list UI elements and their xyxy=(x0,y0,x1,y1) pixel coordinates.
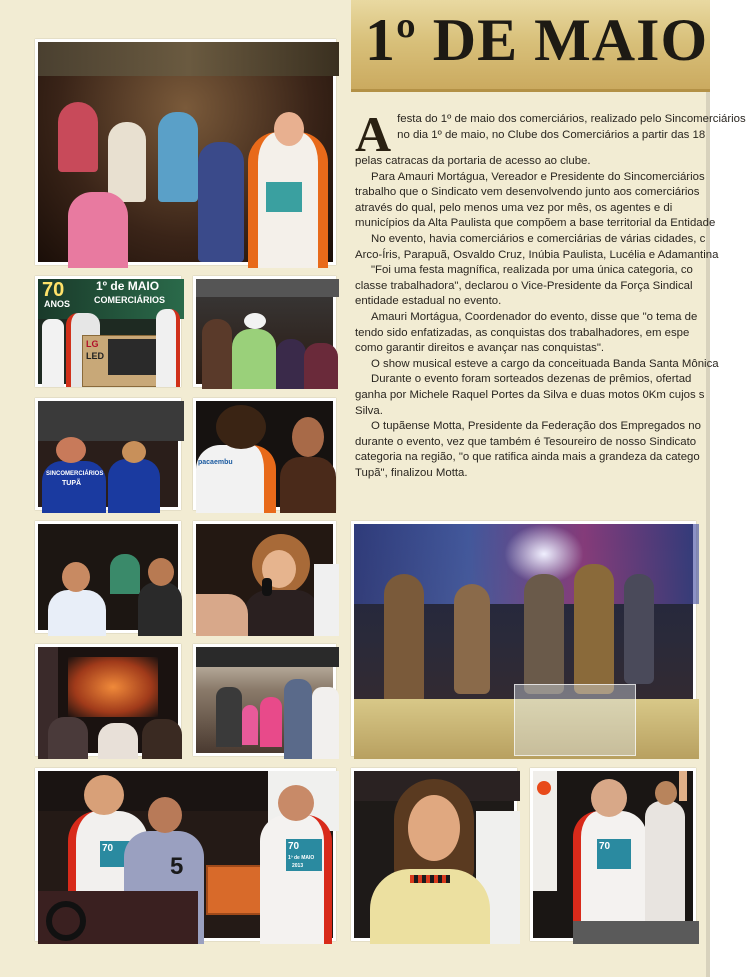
shirt-brand-text: pacaembu xyxy=(198,459,233,466)
text-line: O show musical esteve a cargo da conceituada Banda Santa Mônica xyxy=(371,357,719,370)
text-line: festa do 1º de maio dos comerciários, realizado pelo Sincomerciários xyxy=(397,113,746,125)
text-line: categoria na região, "o que ratifica ainda mais a grandeza da catego xyxy=(355,451,700,464)
paragraph xyxy=(355,419,710,435)
shirt-city-text: TUPÃ xyxy=(62,480,82,487)
paragraph xyxy=(355,372,710,388)
text-line: entidade estadual no evento. xyxy=(355,295,502,308)
text-line: Tupã", finalizou Motta. xyxy=(355,466,468,479)
paragraph-continued xyxy=(355,294,710,310)
title-banner xyxy=(351,0,710,92)
photo-woman-interview xyxy=(193,521,336,633)
paragraph-continued xyxy=(355,248,719,264)
text-line: Silva. xyxy=(355,404,383,417)
text-line: No evento, havia comerciários e comerciárias de várias cidades, c xyxy=(371,232,706,245)
paragraph-continued xyxy=(355,216,716,232)
banner-70-text: 70 xyxy=(42,279,65,301)
paragraph-continued xyxy=(355,388,710,404)
text-line: municípios da Alta Paulista que compõem a base territorial da Entidade xyxy=(355,217,716,230)
text-line: trabalho que o Sindicato vem desenvolvendo junto aos comerciários xyxy=(355,186,700,199)
paragraph-continued xyxy=(355,341,710,357)
photo-interview xyxy=(193,398,336,510)
text-line: através do qual, pelo menos uma vez por mês, os agentes e di xyxy=(355,201,673,214)
text-line: O tupãense Motta, Presidente da Federação dos Empregados no xyxy=(371,420,701,433)
banner-date-text: 1º de MAIO xyxy=(96,279,160,293)
paragraph-continued xyxy=(355,201,710,217)
box-model-text: LED xyxy=(86,351,104,361)
photo-woman-portrait xyxy=(351,768,517,941)
paragraph xyxy=(355,232,710,248)
paragraph-continued xyxy=(355,466,710,482)
badge-70-speaker: 70 xyxy=(599,841,611,852)
text-line: no dia 1º de maio, no Clube dos Comerciários a partir das 18 xyxy=(397,128,706,141)
photo-band-show xyxy=(351,521,696,756)
page-title: 1º DE MAIO xyxy=(365,7,709,73)
badge-70-left: 70 xyxy=(102,843,114,854)
text-line: classe trabalhadora", declarou o Vice-Presidente da Força Sindical xyxy=(355,279,693,292)
paragraph-continued xyxy=(355,404,710,420)
banner-comerciarios-text: COMERCIÁRIOS xyxy=(94,295,166,305)
photo-audience xyxy=(193,276,336,387)
paragraph xyxy=(355,112,746,143)
text-line: pelas catracas da portaria de acesso ao clube. xyxy=(355,155,591,167)
photo-staff-shirts xyxy=(35,398,181,510)
text-line: Arco-Íris, Parapuã, Osvaldo Cruz, Inúbia Paulista, Lucélia e Adamantina xyxy=(355,248,719,261)
badge-date-right: 1º de MAIO xyxy=(288,855,315,861)
paragraph xyxy=(355,357,719,373)
shirt-text: SINCOMERCIÁRIOS xyxy=(46,471,104,477)
article-body xyxy=(355,106,746,512)
text-line: durante o evento, vez que também é Tesoureiro de nosso Sindicato xyxy=(355,435,697,448)
text-line: Amauri Mortágua, Coordenador do evento, disse que "o tema de xyxy=(371,310,698,323)
text-line: como garantir direitos e avançar nas conquistas". xyxy=(355,342,605,355)
jersey-number-text: 5 xyxy=(170,853,184,880)
photo-speaker xyxy=(530,768,696,941)
text-line: "Foi uma festa magnífica, realizada por uma única categoria, co xyxy=(371,264,693,277)
photo-stage-lighting xyxy=(35,644,181,756)
badge-70-right: 70 xyxy=(288,841,300,852)
paragraph-continued xyxy=(355,326,710,342)
paragraph-continued xyxy=(355,435,710,451)
paragraph-continued xyxy=(355,279,710,295)
photo-tv-prize xyxy=(35,276,181,387)
text-line: Durante o evento foram sorteados dezenas de prêmios, ofertad xyxy=(371,373,692,386)
photo-families xyxy=(35,521,181,633)
photo-crowd-celebration xyxy=(35,39,336,265)
text-line: Para Amauri Mortágua, Vereador e Presidente do Sincomerciários xyxy=(371,170,705,183)
paragraph-continued xyxy=(355,450,710,466)
banner-anos-text: ANOS xyxy=(44,299,71,309)
badge-year-right: 2013 xyxy=(292,863,304,869)
paragraph xyxy=(355,263,710,279)
paragraph xyxy=(355,170,710,186)
photo-motorcycle-winners xyxy=(35,768,336,941)
paragraph-continued xyxy=(355,185,710,201)
box-brand-text: LG xyxy=(86,339,99,349)
photo-family-walking xyxy=(193,644,336,756)
paragraph xyxy=(355,310,710,326)
text-line: ganha por Michele Raquel Portes da Silva e duas motos 0Km cujos s xyxy=(355,388,705,401)
paragraph-continued xyxy=(355,154,710,170)
drop-cap: A xyxy=(355,106,392,162)
text-line: tendo sido enfatizadas, as conquistas dos trabalhadores, em espe xyxy=(355,326,690,339)
